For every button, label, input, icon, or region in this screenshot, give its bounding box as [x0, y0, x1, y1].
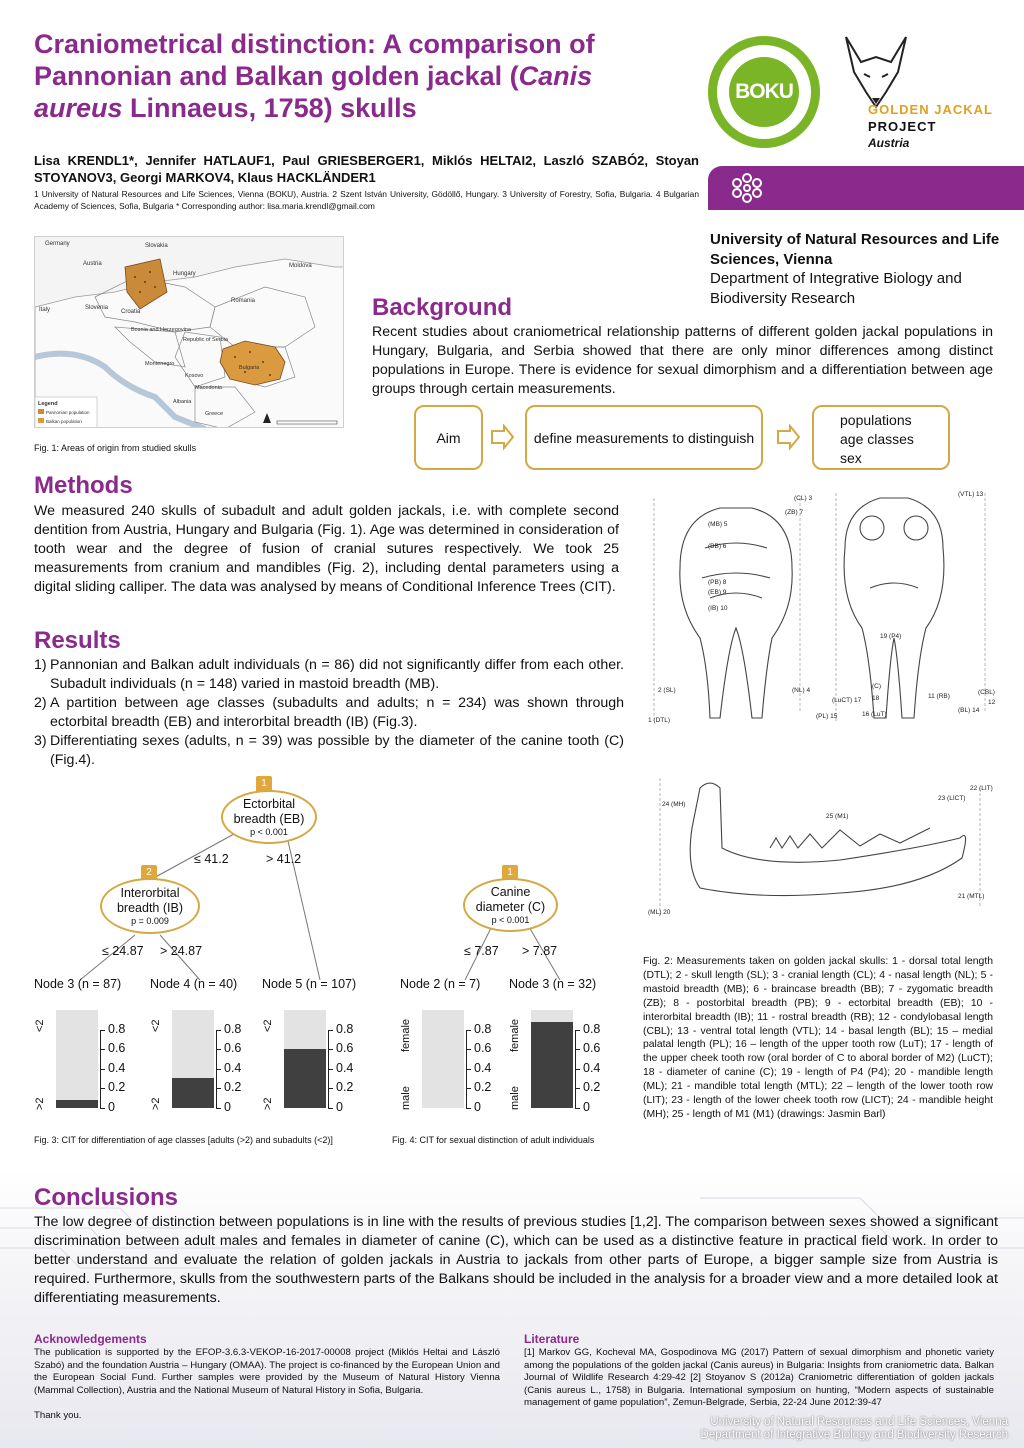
tree1-axis-tick: 0.8	[224, 1022, 242, 1036]
tree1-node-title: Node 3 (n = 87)	[34, 977, 122, 991]
literature-heading: Literature	[524, 1332, 580, 1346]
tree1-root-node	[221, 790, 317, 844]
mandible-label-m1: 25 (M1)	[826, 813, 849, 820]
tree1-root-p: p < 0.001	[250, 826, 288, 837]
tree1-cat-bottom-label: >2	[262, 1097, 274, 1110]
tree1-axis-tickmark	[216, 1069, 221, 1070]
fig4-caption: Fig. 4: CIT for sexual distinction of adult individuals	[392, 1135, 595, 1145]
skull-label-mb: (MB) 5	[708, 521, 728, 528]
literature-text: [1] Markov GG, Kocheval MA, Gospodinova MG (2017) Pattern of sexual dimorphism and phonetic variety among the populations of the golden jackal (Canis aureus) in Bulgaria: Insights from craniometric data. Balkan Journal of Wildlife Research 4:29-42 [2] Stoyanov S (2012a) Craniometric differentiation of golden jackals (Canis aureus L., 1758) in Bulgaria. International symposium on hunting, “Modern aspects of sustainable management of game population”, Zemun-Belgrade, Serbia, 22-24 June 2012:39-47	[524, 1347, 994, 1408]
tree2-cat-bottom-label: male	[400, 1086, 412, 1110]
map-label-slovenia: Slovenia	[85, 305, 109, 311]
tree2-bar-upper	[531, 1010, 573, 1022]
tree2-root-badge: 1	[502, 865, 518, 881]
map-label-moldova: Moldova	[289, 263, 312, 269]
authors: Lisa KRENDL1*, Jennifer HATLAUF1, Paul GRIESBERGER1, Miklós HELTAI2, Laszló SZABÓ2, Stoyan STOYANOV3, Georgi MARKOV4, Klaus HACKLÄNDER1	[34, 153, 699, 185]
tree2-axis-tick: 0	[474, 1100, 481, 1114]
tree2-axis-line	[466, 1030, 467, 1108]
map-legend-title: Legend	[38, 401, 58, 407]
tree2-axis-line	[575, 1030, 576, 1108]
map-label-slovakia: Slovakia	[145, 243, 168, 249]
tree1-cat-top-label: <2	[150, 1019, 162, 1032]
map-label-greece: Greece	[205, 411, 224, 417]
tree2-axis-tickmark	[575, 1108, 580, 1109]
tree1-child-badge: 2	[141, 865, 157, 881]
footer-line1: University of Natural Resources and Life Sciences, Vienna	[710, 1416, 1008, 1428]
gjp-project: PROJECT	[868, 119, 937, 134]
tree1-axis-tick: 0.2	[224, 1080, 242, 1094]
tree1-axis-tickmark	[100, 1049, 105, 1050]
tree1-axis-tick: 0.2	[108, 1080, 126, 1094]
tree1-bar-upper	[56, 1010, 98, 1100]
title-part1: Craniometrical distinction: A comparison of Pannonian and Balkan golden jackal (	[34, 29, 595, 91]
map-label-austria: Austria	[83, 261, 102, 267]
tree2-axis-tickmark	[575, 1049, 580, 1050]
background-text: Recent studies about craniometrical relationship patterns of different golden jackal populations in Hungary, Bulgaria, and Serbia showed that there are only minor differences among distinct populations in Europe. There is evidence for sexual dimorphism and a differentiation between age groups through certain measurements.	[372, 324, 993, 397]
tree2-axis-tickmark	[575, 1030, 580, 1031]
skull-label-cbl: (CBL)	[978, 689, 995, 696]
tree1-axis-tick: 0	[108, 1100, 115, 1114]
skull-label-bl: (BL) 14	[958, 707, 980, 714]
tree2-cat-top-label: female	[400, 1018, 412, 1052]
tree1-axis-tick: 0.4	[336, 1061, 354, 1075]
tree1-node-title: Node 4 (n = 40)	[150, 977, 238, 991]
purple-band	[708, 166, 1024, 210]
tree2-axis-tickmark	[466, 1108, 471, 1109]
tree1-axis-tick: 0.4	[108, 1061, 126, 1075]
map-label-albania: Albania	[173, 399, 192, 405]
acknowledgements-text: The publication is supported by the EFOP-3.6.3-VEKOP-16-2017-00008 project (Miklós Heltai and László Szabó) and the foundation Austria – Hungary (OMAA). The project is co-financed by the European Union and the European Social Fund. Further samples were provided by the Museum of Natural History Vienna (Mammal Collection), Austria and the National Museum of Natural History in Sofia, Bulgaria.	[34, 1347, 500, 1396]
affiliations: 1 University of Natural Resources and Life Sciences, Vienna (BOKU), Austria. 2 Szent István University, Gödöllő, Hungary. 3 University of Forestry, Sofia, Bulgaria. 4 Bulgarian Academy of Sciences, Sofia, Bulgaria * Corresponding author: lisa.maria.krendl@gmail.com	[34, 189, 699, 211]
map-label-bulgaria: Bulgaria	[239, 365, 260, 371]
tree1-axis-line	[100, 1030, 101, 1108]
skull-label-nl: (NL) 4	[792, 687, 811, 694]
tree2-bar-upper	[422, 1010, 464, 1108]
tree1-cat-bottom-label: >2	[150, 1097, 162, 1110]
tree1-bar-upper	[284, 1010, 326, 1049]
boku-logo	[708, 36, 820, 148]
mandible-outline	[690, 783, 965, 896]
map-label-kosovo: Kosovo	[185, 373, 204, 379]
dorsal-skull-outline	[680, 508, 792, 718]
gjp-country: Austria	[868, 136, 910, 150]
tree2-bar-lower	[531, 1022, 573, 1108]
result-item-1: 1) Pannonian and Balkan adult individuals (n = 86) did not significantly differ from each other. Subadult individuals (n = 148) varied in mastoid breadth (MB).	[34, 657, 624, 692]
golden-jackal-project-logo	[826, 32, 1016, 154]
gjp-title: GOLDEN JACKAL	[868, 102, 993, 117]
skull-label-rb: 11 (RB)	[928, 693, 950, 700]
map-legend-pannonian: Pannonian population	[46, 410, 90, 415]
footer-text	[701, 1416, 1008, 1442]
tree2-axis-tick: 0.2	[474, 1080, 492, 1094]
tree1-child-split-left: ≤ 24.87	[102, 944, 144, 958]
tree1-child-split-right: > 24.87	[160, 944, 203, 958]
tree1-axis-tick: 0.6	[224, 1041, 242, 1055]
tree1-bar-lower	[56, 1100, 98, 1108]
tree2-axis-tickmark	[466, 1030, 471, 1031]
conclusions-heading: Conclusions	[34, 1184, 179, 1211]
flow-arrow-icon-2	[775, 424, 801, 450]
tree1-split-left: ≤ 41.2	[194, 852, 229, 866]
tree2-axis-tickmark	[466, 1088, 471, 1089]
tree2-root-p: p < 0.001	[491, 914, 530, 925]
tree1-axis-tick: 0.2	[336, 1080, 354, 1094]
balkan-area	[220, 341, 285, 385]
methods-heading: Methods	[34, 472, 133, 499]
tree1-axis-tick: 0.6	[108, 1041, 126, 1055]
tree1-axis-tickmark	[100, 1108, 105, 1109]
map-svg	[35, 237, 344, 428]
tree1-axis-tickmark	[216, 1108, 221, 1109]
flow-aim-box: Aim	[414, 405, 483, 470]
tree1-axis-tickmark	[100, 1069, 105, 1070]
tree1-axis-tick: 0.6	[336, 1041, 354, 1055]
tree2-axis-tickmark	[575, 1088, 580, 1089]
tree2-split-right: > 7.87	[522, 944, 558, 958]
tree1-split-right: > 41.2	[266, 852, 302, 866]
scale-bar	[277, 421, 337, 424]
map-label-romania: Romania	[231, 298, 256, 304]
map-label-serbia: Republic of Serbia	[183, 337, 228, 343]
tree2-cat-bottom-label: male	[509, 1086, 521, 1110]
tree2-root-label: Canine diameter (C)	[475, 884, 546, 914]
tree2-axis-tick: 0.8	[583, 1022, 601, 1036]
tree1-axis-line	[216, 1030, 217, 1108]
tree1-axis-tick: 0.8	[108, 1022, 126, 1036]
map-label-montenegro: Montenegro	[145, 361, 175, 367]
tree1-axis-tick: 0.8	[336, 1022, 354, 1036]
mandible-label-lict: 23 (LICT)	[938, 795, 966, 802]
skull-label-sl: 2 (SL)	[658, 687, 676, 694]
tree2-node-title: Node 2 (n = 7)	[400, 977, 481, 991]
mandible-label-mtl: 21 (MTL)	[958, 893, 985, 900]
tree2-root-node	[463, 878, 558, 932]
tree1-axis-tickmark	[100, 1088, 105, 1089]
tree1-bar-lower	[284, 1049, 326, 1108]
results-list	[34, 656, 624, 770]
skull-label-12: 12	[988, 699, 996, 706]
tree1-axis-tickmark	[328, 1069, 333, 1070]
tree1-axis-tickmark	[328, 1030, 333, 1031]
tree1-axis-line	[328, 1030, 329, 1108]
fig2-caption: Fig. 2: Measurements taken on golden jackal skulls: 1 - dorsal total length (DTL); 2 - skull length (SL); 3 - cranial length (CL); 4 - nasal length (NL); 5 - mastoid breadth (MB); 6 - braincase breadth (BB); 7 - zygomatic breadth (ZB); 8 - postorbital breadth (PB); 9 - ectorbital breadth (EB); 10 - interorbital breadth (IB); 11 - rostral breadth (RB); 12 - condylobasal length (CBL); 13 - ventral total length (VTL); 14 - basal length (BL); 15 – medial palatal length (PL); 16 – length of the upper tooth row (LuT); 17 - length of the upper cheek tooth row (oral border of C to aboral border of M2) (LuCT); 18 - diameter of canine (C); 19 - length of P4 (P4); 20 - mandible length (ML); 21 - mandible total length (MTL); 22 – length of the lower tooth row (LIT); 23 - length of the lower cheek tooth row (LICT); 24 - mandible height (MH); 25 - length of M1 (M1) (drawings: Jasmin Barl)	[643, 956, 993, 1120]
fig3-caption: Fig. 3: CIT for differentiation of age classes [adults (>2) and subadults (<2)]	[34, 1135, 333, 1145]
institution-name: University of Natural Resources and Life Sciences, Vienna	[710, 231, 1000, 268]
tree1-child-p: p = 0.009	[131, 915, 169, 926]
tree1-axis-tick: 0	[336, 1100, 343, 1114]
tree1-axis-tickmark	[328, 1108, 333, 1109]
skull-label-luct: (LuCT) 17	[832, 697, 862, 704]
flow-item-age: age classes	[840, 431, 914, 447]
tree1-bar-upper	[172, 1010, 214, 1078]
flow-items-box	[812, 405, 950, 470]
skull-drawings-svg	[640, 488, 1012, 928]
tree1-axis-tickmark	[100, 1030, 105, 1031]
tree2-axis-tick: 0.8	[474, 1022, 492, 1036]
tree1-root-label: Ectorbital breadth (EB)	[233, 796, 305, 826]
acknowledgements-thanks: Thank you.	[34, 1410, 82, 1421]
map-label-croatia: Croatia	[121, 309, 141, 315]
tree1-axis-tick: 0	[224, 1100, 231, 1114]
map-label-bosnia: Bosnia and Herzegovina	[131, 327, 191, 333]
poster-title	[34, 28, 674, 124]
tree1-cat-top-label: <2	[262, 1019, 274, 1032]
boku-logo-text: BOKU	[729, 57, 799, 127]
result-item-3: 3) Differentiating sexes (adults, n = 39) was possible by the diameter of the canine tooth (C) (Fig.4).	[34, 733, 624, 768]
skull-label-18: 18	[872, 695, 880, 702]
flower-icon	[730, 171, 764, 205]
tree1-root-badge: 1	[256, 776, 272, 792]
tree2-node-title: Node 3 (n = 32)	[509, 977, 597, 991]
legend-swatch-pannonian	[38, 409, 44, 414]
tree1-axis-tickmark	[216, 1088, 221, 1089]
tree1-axis-tickmark	[328, 1049, 333, 1050]
flow-item-populations: populations	[840, 412, 912, 428]
footer-line2: Department of Integrative Biology and Biodiversity Research	[700, 1429, 1008, 1441]
tree2-cat-top-label: female	[509, 1018, 521, 1052]
flow-middle-box: define measurements to distinguish	[525, 405, 763, 470]
skull-label-zb: (ZB) 7	[785, 509, 804, 516]
tree1-bar-lower	[172, 1078, 214, 1108]
tree2-axis-tick: 0	[583, 1100, 590, 1114]
conclusions-text: The low degree of distinction between populations is in line with the results of previous studies [1,2]. The comparison between sexes showed a significant discrimination between adult males and females in diameter of canine (C), which can be used as a distinctive feature in practical field work. In order to better understand and evaluate the relation of golden jackals in Austria to jackals from other parts of Europe, a bigger sample size from Austria is required. Furthermore, skulls from the southwestern parts of the Balkans should be included in the analysis for a broader view and a more detailed look at differentiating measurements.	[34, 1214, 998, 1306]
tree1-cat-bottom-label: >2	[34, 1097, 46, 1110]
result-item-2: 2) A partition between age classes (subadults and adults; n = 234) was shown through ectorbital breadth (EB) and interorbital breadth (IB) (Fig.3).	[34, 695, 624, 730]
legend-swatch-balkan	[38, 418, 44, 423]
skull-label-cl: (CL) 3	[794, 495, 813, 502]
title-part2: Linnaeus, 1758) skulls	[122, 93, 417, 123]
tree2-axis-tick: 0.4	[474, 1061, 492, 1075]
results-heading: Results	[34, 627, 121, 654]
methods-text: We measured 240 skulls of subadult and adult golden jackals, i.e. with complete second dentition from Austria, Hungary and Bulgaria (Fig. 1). Age was determined in consideration of tooth wear and the degree of fusion of cranial sutures respectively. We took 25 measurements from cranium and mandibles (Fig. 2), including dental parameters using a digital sliding calliper. The data was analysed by means of Conditional Inference Trees (CIT).	[34, 503, 619, 595]
tree1-cat-top-label: <2	[34, 1019, 46, 1032]
background-heading: Background	[372, 294, 513, 321]
skull-label-lut: 16 (LuT)	[862, 711, 887, 718]
skull-label-vtl: (VTL) 13	[958, 491, 984, 498]
tree1-axis-tickmark	[216, 1030, 221, 1031]
tree1-node-title: Node 5 (n = 107)	[262, 977, 357, 991]
tree1-axis-tickmark	[216, 1049, 221, 1050]
tree2-axis-tick: 0.6	[474, 1041, 492, 1055]
tree1-axis-tick: 0.4	[224, 1061, 242, 1075]
skull-label-bb: (BB) 6	[708, 543, 727, 550]
title-italic: Canis aureus	[34, 61, 593, 123]
institution-dept: Department of Integrative Biology and Biodiversity Research	[710, 270, 962, 307]
acknowledgements-heading: Acknowledgements	[34, 1332, 147, 1346]
skull-label-p4: 19 (P4)	[880, 633, 902, 640]
map-label-germany: Germany	[45, 241, 70, 247]
map-label-italy: Italy	[39, 307, 51, 313]
tree2-axis-tick: 0.4	[583, 1061, 601, 1075]
map-figure	[34, 236, 344, 428]
tree2-axis-tick: 0.6	[583, 1041, 601, 1055]
jackal-head-icon	[836, 32, 916, 112]
skull-figure	[640, 488, 1012, 928]
tree2-split-left: ≤ 7.87	[464, 944, 499, 958]
skull-label-pb: (PB) 8	[708, 579, 727, 586]
institution-block	[710, 230, 1000, 308]
tree1-child-label: Interorbital breadth (IB)	[116, 885, 183, 915]
map-label-macedonia: Macedonia	[195, 385, 222, 391]
skull-label-c: (C)	[872, 683, 882, 690]
tree1-axis-tickmark	[328, 1088, 333, 1089]
mandible-label-mh: 24 (MH)	[662, 801, 686, 808]
tree2-axis-tickmark	[466, 1069, 471, 1070]
tree1-child-node	[100, 878, 200, 934]
tree2-axis-tick: 0.2	[583, 1080, 601, 1094]
mandible-label-lit: 22 (LIT)	[970, 785, 993, 792]
tree2-axis-tickmark	[466, 1049, 471, 1050]
skull-label-dtl: 1 (DTL)	[648, 717, 671, 724]
map-legend-balkan: Balkan population	[46, 419, 82, 424]
skull-label-pl: (PL) 15	[816, 713, 838, 720]
map-caption: Fig. 1: Areas of origin from studied skulls	[34, 443, 197, 453]
mandible-label-ml: (ML) 20	[648, 909, 671, 916]
skull-label-ib: (IB) 10	[708, 605, 728, 612]
flow-item-sex: sex	[840, 450, 862, 466]
skull-label-eb: (EB) 9	[708, 589, 727, 596]
map-label-hungary: Hungary	[173, 271, 196, 277]
ventral-skull-outline	[844, 498, 944, 718]
tree2-axis-tickmark	[575, 1069, 580, 1070]
flow-arrow-icon	[489, 424, 515, 450]
